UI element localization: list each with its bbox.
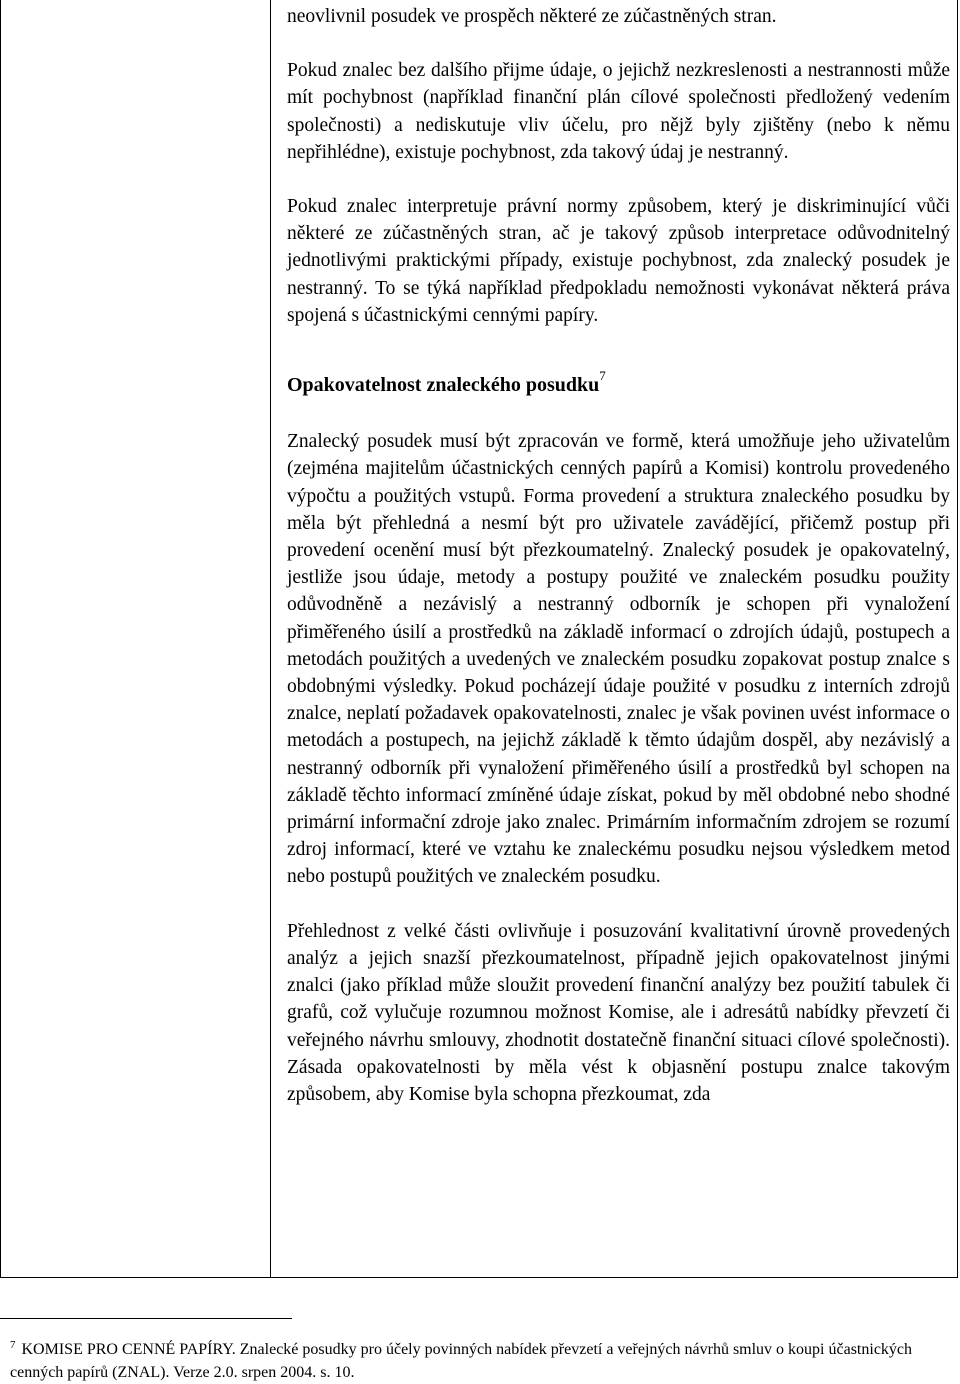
- paragraph: neovlivnil posudek ve prospěch některé ze zúčastněných stran.: [287, 6, 777, 27]
- footnote: [10, 1334, 940, 1384]
- column-divider: [270, 0, 271, 1278]
- footnote-separator: [0, 1318, 292, 1319]
- paragraph: Znalecký posudek musí být zpracován ve formě, která umožňuje jeho uživatelům (zejména majitelům účastnických cenných papírů a Komisi) kontrolu provedeného výpočtu a použitých vstupů. Forma provedení a struktura znaleckého posudku by měla být přehledná a nesmí být pro uživatele zavádějící, přičemž postup při provedení ocenění musí být přezkoumatelný. Znalecký posudek je opakovatelný, jestliže jsou údaje, metody a postupy použité ve znaleckém posudku použity odůvodněně a nezávislý a nestranný odborník je schopen při vynaložení přiměřeného úsilí a prostředků na základě informací o zdrojích údajů, postupech a metodách použitých a uvedených ve znaleckém posudku zopakovat postup znalce s obdobnými výsledky. Pokud pocházejí údaje použité v posudku z interních zdrojů znalce, neplatí požadavek opakovatelnosti, znalec je však povinen uvést informace o metodách a postupech, na jejichž základě k těmto údajům dospěl, aby nezávislý a nestranný odborník při vynaložení přiměřeného úsilí a prostředků byl schopen na základě těchto informací zmíněné údaje získat, pokud by měl obdobné nebo shodné primární informační zdroje jako znalec. Primárním informačním zdrojem se rozumí zdroj informací, které ve vztahu ke znaleckému posudku nejsou výsledkem metod nebo postupů použitých ve znaleckém posudku.: [287, 431, 950, 888]
- paragraph: Přehlednost z velké části ovlivňuje i posuzování kvalitativní úrovně provedených analýz a jejich snazší přezkoumatelnost, případně jejich opakovatelnost jinými znalci (jako příklad může sloužit provedení finanční analýzy bez použití tabulek či grafů, což vylučuje rozumnou možnost Komise, ale i adresátů nabídky převzetí či veřejného návrhu smlouvy, zhodnotit dostatečně finanční situaci cílové společnosti). Zásada opakovatelnosti by měla vést k objasnění postupu znalce takovým způsobem, aby Komise byla schopna přezkoumat, zda: [287, 920, 950, 1105]
- section-heading: [287, 362, 950, 399]
- paragraph: Pokud znalec interpretuje právní normy způsobem, který je diskriminující vůči některé ze zúčastněných stran, ač je takový způsob interpretace odůvodnitelný jednotlivými praktickými případy, existuje pochybnost, zda znalecký posudek je nestranný. To se týká například předpokladu nemožnosti vykonávat některá práva spojená s účastnickými cennými papíry.: [287, 196, 950, 326]
- paragraph: Pokud znalec bez dalšího přijme údaje, o jejichž nezkreslenosti a nestrannosti může mít pochybnost (například finanční plán cílové společnosti předložený vedením společnosti) a nediskutuje vliv účelu, pro nějž byly zjištěny (nebo k němu nepřihlédne), existuje pochybnost, zda takový údaj je nestranný.: [287, 60, 950, 163]
- footnote-reference[interactable]: 7: [599, 368, 606, 384]
- footnote-text: KOMISE PRO CENNÉ PAPÍRY. Znalecké posudky pro účely povinných nabídek převzetí a veřejných návrhů smluv o koupi účastnických cenných papírů (ZNAL). Verze 2.0. srpen 2004. s. 10.: [10, 1341, 913, 1381]
- section-heading-text: Opakovatelnost znaleckého posudku: [287, 374, 600, 397]
- main-column: [287, 0, 950, 1108]
- footnote-number: 7: [10, 1339, 16, 1351]
